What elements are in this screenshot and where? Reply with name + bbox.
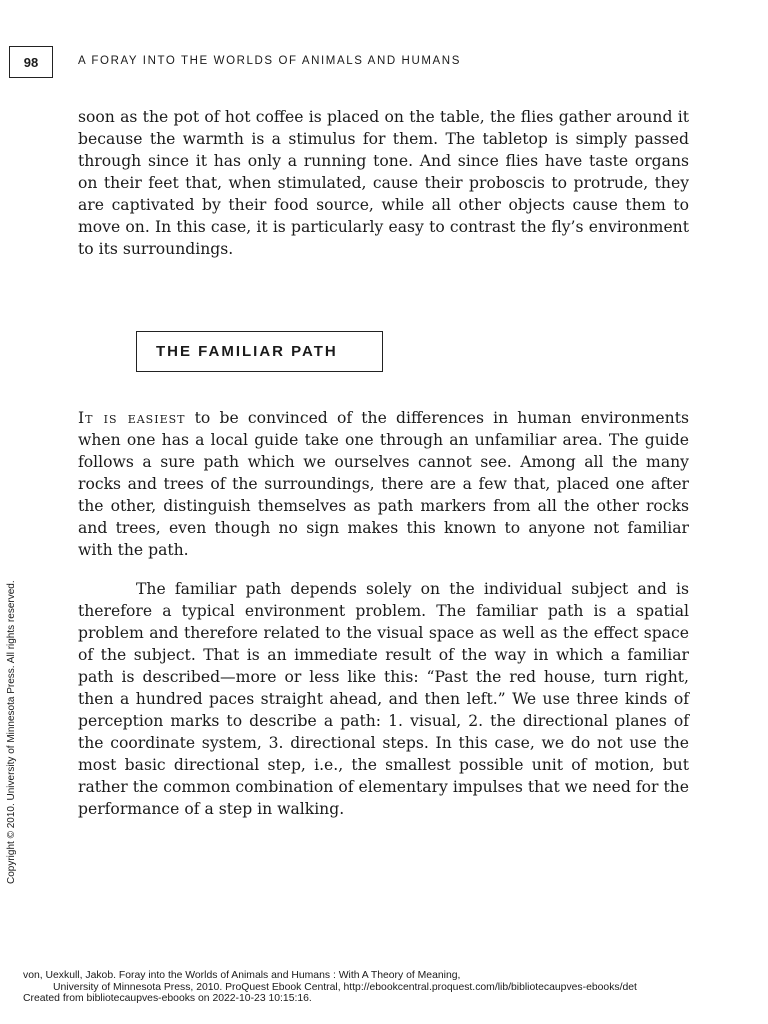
paragraph-2-lead-in: It is easiest xyxy=(78,409,186,427)
paragraph-2-text: to be convinced of the differences in human environments when one has a local guide take one through an unfamiliar area. The guide follows a sure path which we ourselves cannot see. Among all the many rocks and trees of the surroundings, there are a few that, placed one after the other, distinguish themselves as path markers from all the other rocks and trees, even though no sign makes this known to anyone not familiar with the path. xyxy=(78,409,689,559)
section-title: THE FAMILIAR PATH xyxy=(136,331,383,372)
citation-footer xyxy=(23,970,768,1005)
page-number: 98 xyxy=(9,46,53,78)
paragraph-3: The familiar path depends solely on the individual subject and is therefore a typical environment problem. The familiar path is a spatial problem and therefore related to the visual space as well as the effect space of the subject. That is an immediate result of the way in which a familiar path is described—more or less like this: “Past the red house, turn right, then a hundred paces straight ahead, and then left.” We use three kinds of perception marks to describe a path: 1. visual, 2. the directional planes of the coordinate system, 3. directional steps. In this case, we do not use the most basic directional step, i.e., the smallest possible unit of motion, but rather the common combination of elementary impulses that we need for the performance of a step in walking. xyxy=(78,580,689,818)
running-head: A FORAY INTO THE WORLDS OF ANIMALS AND HUMANS xyxy=(78,55,461,67)
footer-line-1: von, Uexkull, Jakob. Foray into the Worlds of Animals and Humans : With A Theory of Meaning, xyxy=(23,970,461,981)
side-copyright-notice: Copyright © 2010. University of Minnesota Press. All rights reserved. xyxy=(6,580,17,884)
paragraph-2 xyxy=(78,407,689,561)
footer-line-2: University of Minnesota Press, 2010. ProQuest Ebook Central, http://ebookcentral.proquest.com/lib/bibliotecaupves-ebooks/det xyxy=(53,981,637,993)
footer-line-3: Created from bibliotecaupves-ebooks on 2022-10-23 10:15:16. xyxy=(23,993,312,1004)
paragraph-1: soon as the pot of hot coffee is placed on the table, the flies gather around it because the warmth is a stimulus for them. The tabletop is simply passed through since it has only a running tone. And since flies have taste organs on their feet that, when stimulated, cause their proboscis to protrude, they are captivated by their food source, while all other objects cause them to move on. In this case, it is particularly easy to contrast the fly’s environment to its surroundings. xyxy=(78,108,689,258)
